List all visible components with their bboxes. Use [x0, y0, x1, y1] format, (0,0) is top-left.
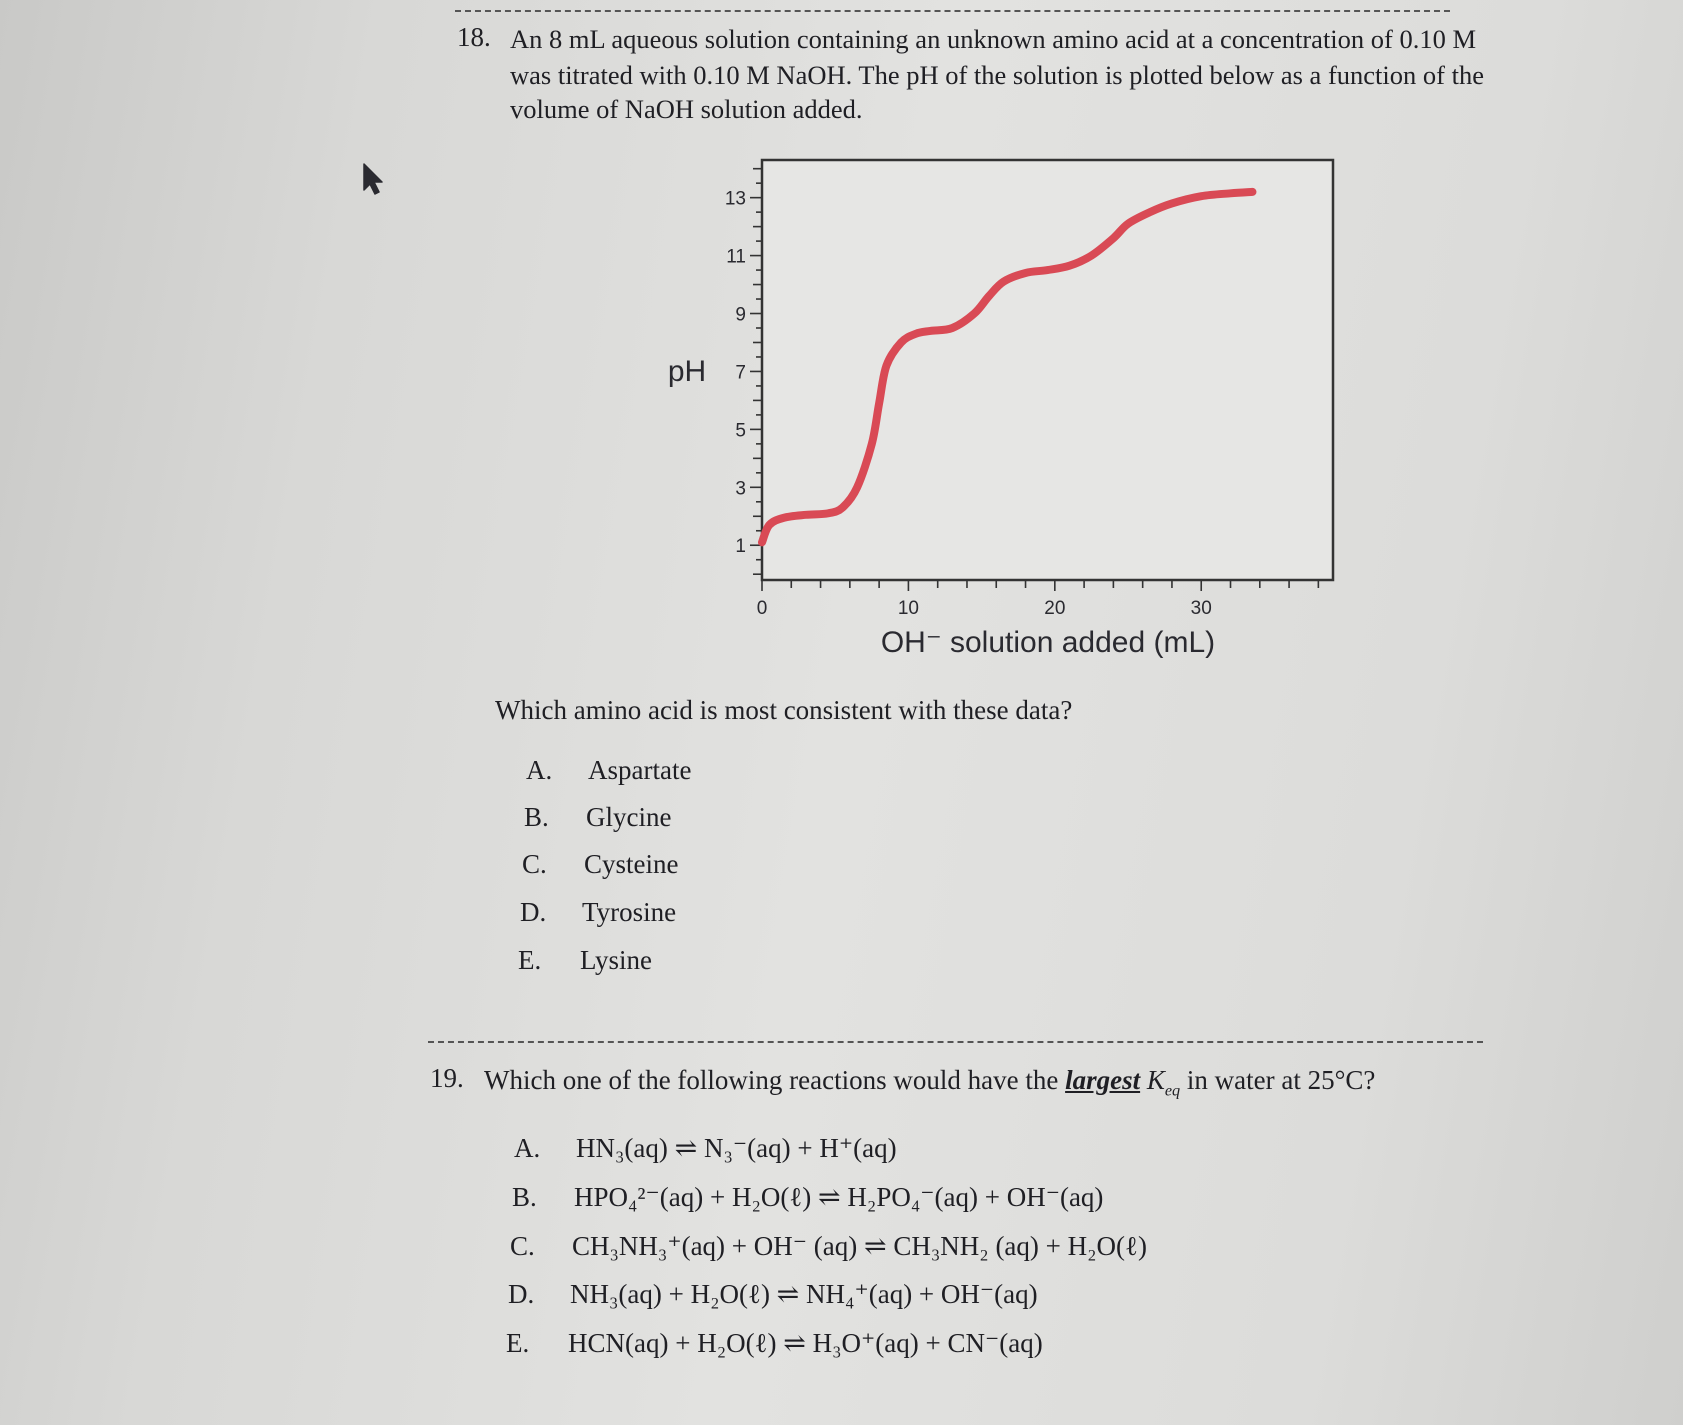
- q19-option-d[interactable]: [508, 1279, 1038, 1310]
- option-text: Glycine: [586, 802, 672, 832]
- x-axis-label: OH⁻ solution added (mL): [880, 626, 1216, 659]
- option-text: Tyrosine: [582, 897, 677, 927]
- question-18-number: 18.: [457, 22, 491, 52]
- question-19-number: 19.: [430, 1063, 464, 1093]
- middle-separator: [428, 1041, 1483, 1043]
- option-text: HPO₄²⁻(aq) + H₂O(ℓ) ⇌ H₂PO₄⁻(aq) + OH⁻(aq): [574, 1182, 1104, 1212]
- option-letter: C.: [510, 1231, 535, 1261]
- option-letter: A.: [514, 1133, 541, 1163]
- question-19-text-after: in water at 25°C?: [1186, 1065, 1376, 1095]
- q19-option-e[interactable]: [506, 1328, 1043, 1359]
- keq-subscript: eq: [1164, 1081, 1181, 1100]
- option-letter: E.: [506, 1328, 530, 1358]
- keq-symbol: K: [1146, 1065, 1165, 1095]
- q18-option-a[interactable]: [526, 755, 691, 786]
- option-letter: E.: [518, 945, 542, 975]
- q18-option-b[interactable]: [524, 802, 671, 833]
- option-letter: A.: [526, 755, 553, 785]
- option-text: CH₃NH₃⁺(aq) + OH⁻ (aq) ⇌ CH₃NH₂ (aq) + H₂O(ℓ): [572, 1231, 1147, 1261]
- question-18-line-1: An 8 mL aqueous solution containing an unknown amino acid at a concentration of 0.10 M: [510, 24, 1477, 54]
- y-axis-label: pH: [667, 355, 707, 388]
- q19-option-c[interactable]: [510, 1231, 1147, 1262]
- y-tick-label: 11: [726, 246, 746, 268]
- question-18-line-2: was titrated with 0.10 M NaOH. The pH of the solution is plotted below as a function of the: [510, 60, 1484, 90]
- option-text: NH₃(aq) + H₂O(ℓ) ⇌ NH₄⁺(aq) + OH⁻(aq): [570, 1279, 1038, 1309]
- q19-option-b[interactable]: [512, 1182, 1103, 1213]
- q18-option-c[interactable]: [522, 849, 679, 880]
- y-tick-label: 5: [735, 420, 746, 442]
- option-letter: C.: [522, 849, 547, 879]
- y-tick-label: 1: [735, 536, 746, 558]
- chart-axes: [762, 160, 1333, 580]
- option-letter: B.: [512, 1182, 537, 1212]
- plot-area-frame: [762, 160, 1333, 580]
- q18-option-e[interactable]: [518, 945, 652, 976]
- y-tick-label: 7: [735, 362, 746, 384]
- question-18-line-3: volume of NaOH solution added.: [510, 94, 863, 124]
- y-tick-label: 3: [735, 478, 746, 500]
- question-19-text: [484, 1063, 1375, 1107]
- option-text: Cysteine: [584, 849, 679, 879]
- x-tick-label: 20: [1044, 598, 1066, 619]
- question-18-prompt: Which amino acid is most consistent with these data?: [495, 695, 1073, 725]
- option-letter: D.: [520, 897, 547, 927]
- q18-option-d[interactable]: [520, 897, 676, 928]
- x-tick-label: 0: [756, 598, 768, 619]
- option-text: Lysine: [580, 945, 652, 975]
- y-tick-label: 9: [735, 304, 746, 326]
- y-tick-label: 13: [724, 188, 746, 210]
- titration-chart: [0, 0, 1683, 700]
- question-19-text-before: Which one of the following reactions would have the: [484, 1065, 1059, 1095]
- option-letter: D.: [508, 1279, 535, 1309]
- q19-option-a[interactable]: [514, 1133, 897, 1164]
- option-text: HCN(aq) + H₂O(ℓ) ⇌ H₃O⁺(aq) + CN⁻(aq): [568, 1328, 1043, 1358]
- x-tick-label: 30: [1190, 598, 1212, 619]
- option-text: Aspartate: [588, 755, 692, 785]
- question-19-emphasis: largest: [1065, 1065, 1141, 1095]
- x-tick-label: 10: [897, 598, 919, 619]
- option-letter: B.: [524, 802, 549, 832]
- option-text: HN₃(aq) ⇌ N₃⁻(aq) + H⁺(aq): [576, 1133, 897, 1163]
